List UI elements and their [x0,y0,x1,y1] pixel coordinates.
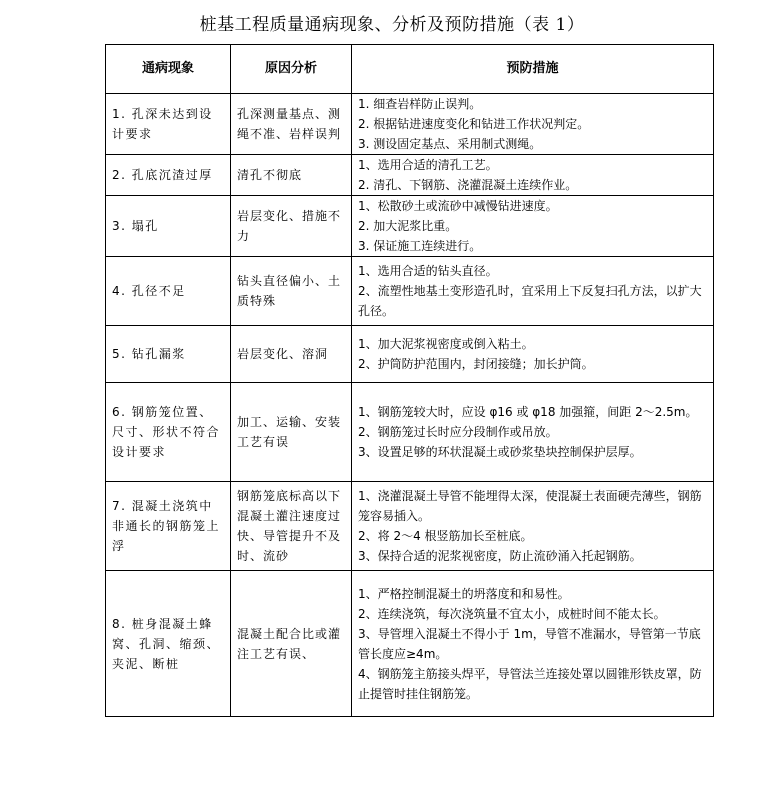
header-cause: 原因分析 [231,45,352,94]
measure-item: 1、浇灌混凝土导管不能埋得太深，使混凝土表面硬壳薄些，钢筋笼容易插入。 [358,489,702,523]
measure-item: 4、钢筋笼主筋接头焊平，导管法兰连接处罩以圆锥形铁皮罩，防止提管时挂住钢筋笼。 [358,666,702,701]
table-row [106,482,714,571]
defect-cell: 7. 混凝土浇筑中非通长的钢筋笼上浮 [106,482,231,571]
measures-cell [352,482,714,571]
defect-cell: 8. 桩身混凝土蜂窝、孔洞、缩颈、夹泥、断桩 [106,571,231,717]
measures-cell [352,383,714,482]
measure-item: 1、选用合适的钻头直径。 [358,264,498,278]
cause-cell: 混凝土配合比或灌注工艺有误、 [231,571,352,717]
cause-cell: 孔深测量基点、测绳不准、岩样误判 [231,94,352,155]
measure-item: 1、加大泥浆视密度或倒入粘土。 [358,337,534,351]
cause-cell: 清孔不彻底 [231,155,352,196]
measures-cell [352,257,714,326]
measure-item: 2、将 2～4 根竖筋加长至桩底。 [358,529,533,543]
quality-defects-table [105,44,714,717]
cause-cell: 加工、运输、安装工艺有误 [231,383,352,482]
table-row [106,257,714,326]
measure-item: 1、钢筋笼较大时，应设 φ16 或 φ18 加强箍，间距 2～2.5m。 [358,405,698,419]
measure-item: 2. 清孔、下钢筋、浇灌混凝土连续作业。 [358,178,578,192]
measure-item: 2. 加大泥浆比重。 [358,219,458,233]
cause-cell: 岩层变化、溶洞 [231,326,352,383]
table-row [106,383,714,482]
table-row [106,196,714,257]
header-measures: 预防措施 [352,45,714,94]
cause-cell: 岩层变化、措施不力 [231,196,352,257]
measure-item: 3. 保证施工连续进行。 [358,239,482,253]
measure-item: 1、松散砂土或流砂中减慢钻进速度。 [358,199,558,213]
table-row [106,326,714,383]
defect-cell: 5. 钻孔漏浆 [106,326,231,383]
measures-cell [352,326,714,383]
defect-cell: 2. 孔底沉渣过厚 [106,155,231,196]
table-header-row [106,45,714,94]
measure-item: 3、保持合适的泥浆视密度，防止流砂涌入托起钢筋。 [358,549,642,563]
table-row [106,571,714,717]
measure-item: 2、流塑性地基土变形造孔时，宜采用上下反复扫孔方法，以扩大孔径。 [358,284,702,318]
table-row [106,155,714,196]
measures-cell [352,94,714,155]
cause-cell: 钻头直径偏小、土质特殊 [231,257,352,326]
defect-cell: 6. 钢筋笼位置、尺寸、形状不符合设计要求 [106,383,231,482]
measure-item: 3、导管埋入混凝土不得小于 1m，导管不准漏水，导管第一节底管长度应≥4m。 [358,626,701,661]
measure-item: 1、选用合适的清孔工艺。 [358,158,498,172]
measure-item: 2、连续浇筑，每次浇筑量不宜太小，成桩时间不能太长。 [358,606,666,621]
document-title: 桩基工程质量通病现象、分析及预防措施（表 1） [199,15,585,35]
defect-cell: 1. 孔深未达到设计要求 [106,94,231,155]
measure-item: 3. 测设固定基点、采用制式测绳。 [358,137,542,151]
header-defect: 通病现象 [106,45,231,94]
measure-item: 1、严格控制混凝土的坍落度和和易性。 [358,586,570,601]
measure-item: 2、钢筋笼过长时应分段制作或吊放。 [358,425,558,439]
measures-cell [352,571,714,717]
defect-cell: 3. 塌孔 [106,196,231,257]
measures-cell [352,155,714,196]
measure-item: 3、设置足够的环状混凝土或砂浆垫块控制保护层厚。 [358,445,642,459]
measure-item: 2、护筒防护范围内，封闭接缝；加长护筒。 [358,357,594,371]
cause-cell: 钢筋笼底标高以下混凝土灌注速度过快、导管提升不及时、流砂 [231,482,352,571]
measure-item: 1. 细查岩样防止误判。 [358,97,482,111]
defect-cell: 4. 孔径不足 [106,257,231,326]
measures-cell [352,196,714,257]
table-row [106,94,714,155]
measure-item: 2. 根据钻进速度变化和钻进工作状况判定。 [358,117,590,131]
